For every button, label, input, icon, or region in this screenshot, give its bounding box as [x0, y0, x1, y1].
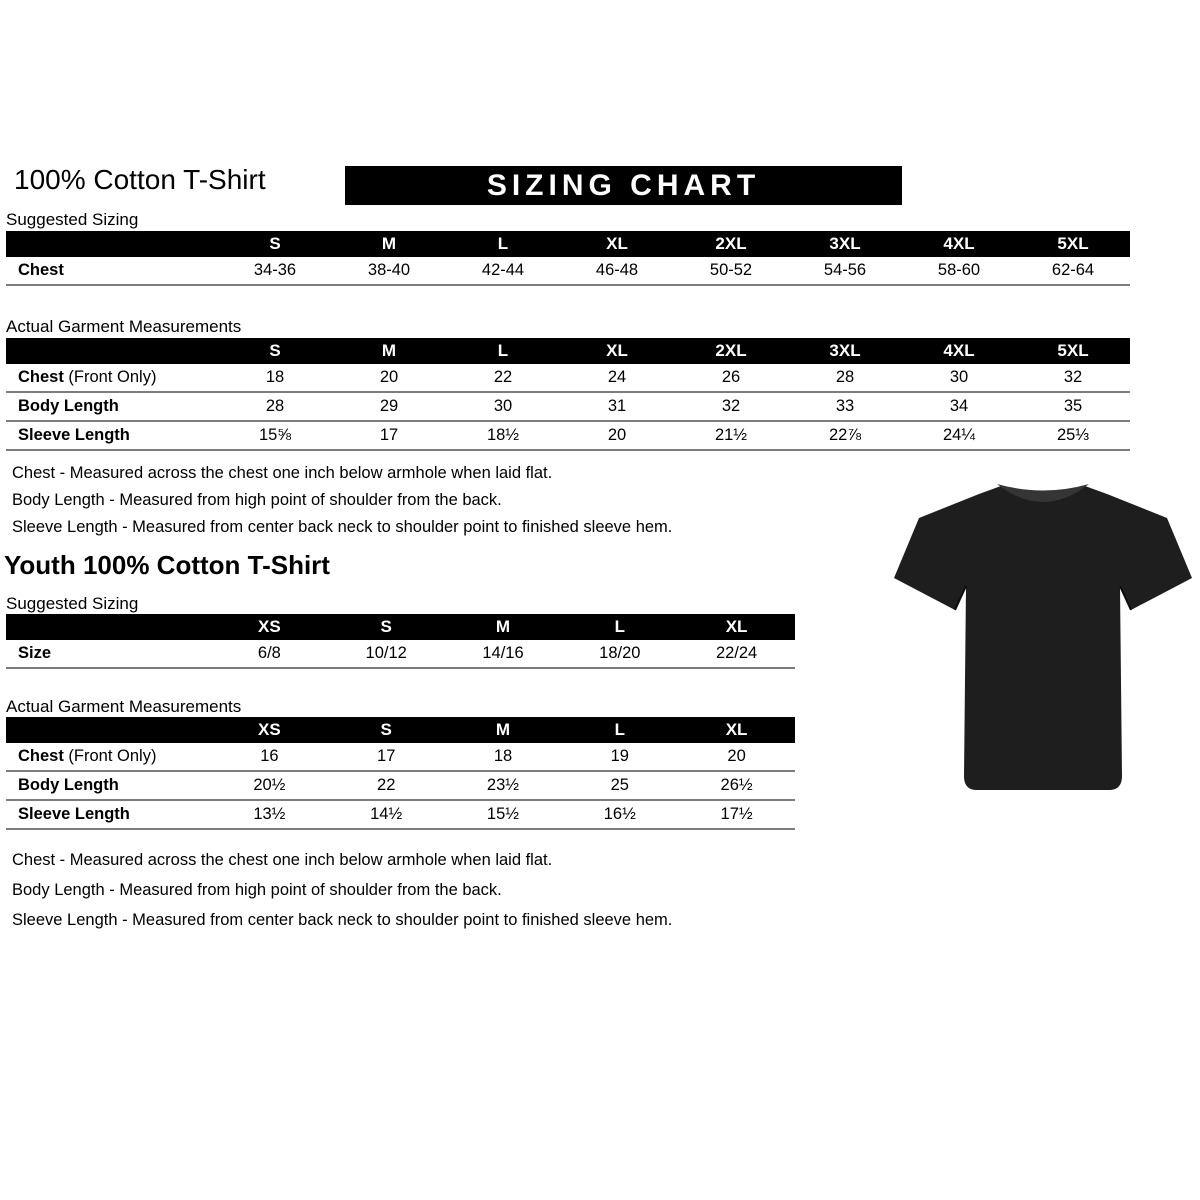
cell-value: 19 [561, 743, 678, 771]
size-column-header: L [446, 338, 560, 364]
note-sleeve-length: Sleeve Length - Measured from center back neck to shoulder point to finished sleeve hem. [12, 518, 673, 536]
row-label: Body Length [6, 392, 218, 421]
cell-value: 15½ [445, 800, 562, 829]
note-sleeve-length: Sleeve Length - Measured from center back neck to shoulder point to finished sleeve hem. [12, 911, 673, 929]
youth-title: Youth 100% Cotton T-Shirt [4, 550, 330, 580]
adult-garment-measurements-table [6, 338, 1130, 451]
cell-value: 58-60 [902, 257, 1016, 285]
size-column-header: 2XL [674, 338, 788, 364]
cell-value: 17½ [678, 800, 795, 829]
cell-value: 25 [561, 771, 678, 800]
size-column-header: S [328, 614, 445, 640]
cell-value: 15⅝ [218, 421, 332, 450]
adult-suggested-sizing-table [6, 231, 1130, 286]
cell-value: 18/20 [561, 640, 678, 668]
note-chest: Chest - Measured across the chest one inch below armhole when laid flat. [12, 464, 553, 482]
cell-value: 20½ [211, 771, 328, 800]
cell-value: 18 [218, 364, 332, 392]
cell-value: 16½ [561, 800, 678, 829]
size-column-header: XS [211, 614, 328, 640]
cell-value: 42-44 [446, 257, 560, 285]
size-column-header: M [332, 338, 446, 364]
table-row [6, 364, 1130, 392]
size-column-header: M [445, 614, 562, 640]
cell-value: 18 [445, 743, 562, 771]
cell-value: 10/12 [328, 640, 445, 668]
tshirt-image [893, 470, 1193, 815]
size-column-header: S [218, 231, 332, 257]
row-label: Size [6, 640, 211, 668]
cell-value: 22 [446, 364, 560, 392]
cell-value: 18½ [446, 421, 560, 450]
adult-suggested-sizing-label: Suggested Sizing [6, 210, 139, 229]
row-label: Sleeve Length [6, 800, 211, 829]
cell-value: 28 [788, 364, 902, 392]
sizing-chart-banner: SIZING CHART [345, 166, 902, 205]
size-column-header: S [328, 717, 445, 743]
size-column-header: L [446, 231, 560, 257]
size-column-header: S [218, 338, 332, 364]
note-chest: Chest - Measured across the chest one inch below armhole when laid flat. [12, 851, 553, 869]
cell-value: 34 [902, 392, 1016, 421]
size-column-header: XL [560, 338, 674, 364]
table-row [6, 743, 795, 771]
cell-value: 35 [1016, 392, 1130, 421]
cell-value: 34-36 [218, 257, 332, 285]
table-row [6, 421, 1130, 450]
header-corner [6, 231, 218, 257]
cell-value: 26½ [678, 771, 795, 800]
header-corner [6, 717, 211, 743]
cell-value: 33 [788, 392, 902, 421]
row-label: Chest (Front Only) [6, 364, 218, 392]
cell-value: 46-48 [560, 257, 674, 285]
cell-value: 31 [560, 392, 674, 421]
cell-value: 54-56 [788, 257, 902, 285]
cell-value: 32 [674, 392, 788, 421]
table-row [6, 800, 795, 829]
adult-measurement-notes [12, 460, 672, 541]
size-column-header: L [561, 717, 678, 743]
youth-garment-measurements-label: Actual Garment Measurements [6, 697, 242, 716]
cell-value: 6/8 [211, 640, 328, 668]
header-corner [6, 338, 218, 364]
cell-value: 20 [678, 743, 795, 771]
size-column-header: L [561, 614, 678, 640]
youth-suggested-sizing-label: Suggested Sizing [6, 594, 139, 613]
size-column-header: M [445, 717, 562, 743]
cell-value: 22 [328, 771, 445, 800]
page-title: 100% Cotton T-Shirt [14, 164, 266, 195]
cell-value: 13½ [211, 800, 328, 829]
cell-value: 16 [211, 743, 328, 771]
size-column-header: XS [211, 717, 328, 743]
note-body-length: Body Length - Measured from high point of shoulder from the back. [12, 491, 502, 509]
size-column-header: XL [678, 717, 795, 743]
note-body-length: Body Length - Measured from high point of shoulder from the back. [12, 881, 502, 899]
cell-value: 20 [560, 421, 674, 450]
size-column-header: 5XL [1016, 338, 1130, 364]
cell-value: 22/24 [678, 640, 795, 668]
cell-value: 32 [1016, 364, 1130, 392]
cell-value: 22⅞ [788, 421, 902, 450]
cell-value: 14½ [328, 800, 445, 829]
table-row [6, 257, 1130, 285]
size-column-header: 2XL [674, 231, 788, 257]
cell-value: 17 [328, 743, 445, 771]
cell-value: 30 [446, 392, 560, 421]
youth-garment-measurements-table [6, 717, 795, 830]
adult-garment-measurements-label: Actual Garment Measurements [6, 317, 242, 336]
cell-value: 50-52 [674, 257, 788, 285]
cell-value: 62-64 [1016, 257, 1130, 285]
table-row [6, 771, 795, 800]
header-corner [6, 614, 211, 640]
row-label: Sleeve Length [6, 421, 218, 450]
size-column-header: M [332, 231, 446, 257]
row-label: Body Length [6, 771, 211, 800]
size-column-header: XL [678, 614, 795, 640]
cell-value: 14/16 [445, 640, 562, 668]
table-row [6, 640, 795, 668]
size-column-header: 4XL [902, 231, 1016, 257]
row-label: Chest [6, 257, 218, 285]
size-column-header: XL [560, 231, 674, 257]
cell-value: 24 [560, 364, 674, 392]
cell-value: 17 [332, 421, 446, 450]
cell-value: 30 [902, 364, 1016, 392]
youth-suggested-sizing-table [6, 614, 795, 669]
cell-value: 21½ [674, 421, 788, 450]
size-column-header: 3XL [788, 338, 902, 364]
cell-value: 29 [332, 392, 446, 421]
row-label: Chest (Front Only) [6, 743, 211, 771]
cell-value: 20 [332, 364, 446, 392]
table-row [6, 392, 1130, 421]
tshirt-body [894, 486, 1192, 790]
cell-value: 26 [674, 364, 788, 392]
cell-value: 24¼ [902, 421, 1016, 450]
youth-measurement-notes [12, 845, 672, 935]
cell-value: 28 [218, 392, 332, 421]
size-column-header: 4XL [902, 338, 1016, 364]
cell-value: 25⅓ [1016, 421, 1130, 450]
cell-value: 38-40 [332, 257, 446, 285]
size-column-header: 3XL [788, 231, 902, 257]
size-column-header: 5XL [1016, 231, 1130, 257]
cell-value: 23½ [445, 771, 562, 800]
